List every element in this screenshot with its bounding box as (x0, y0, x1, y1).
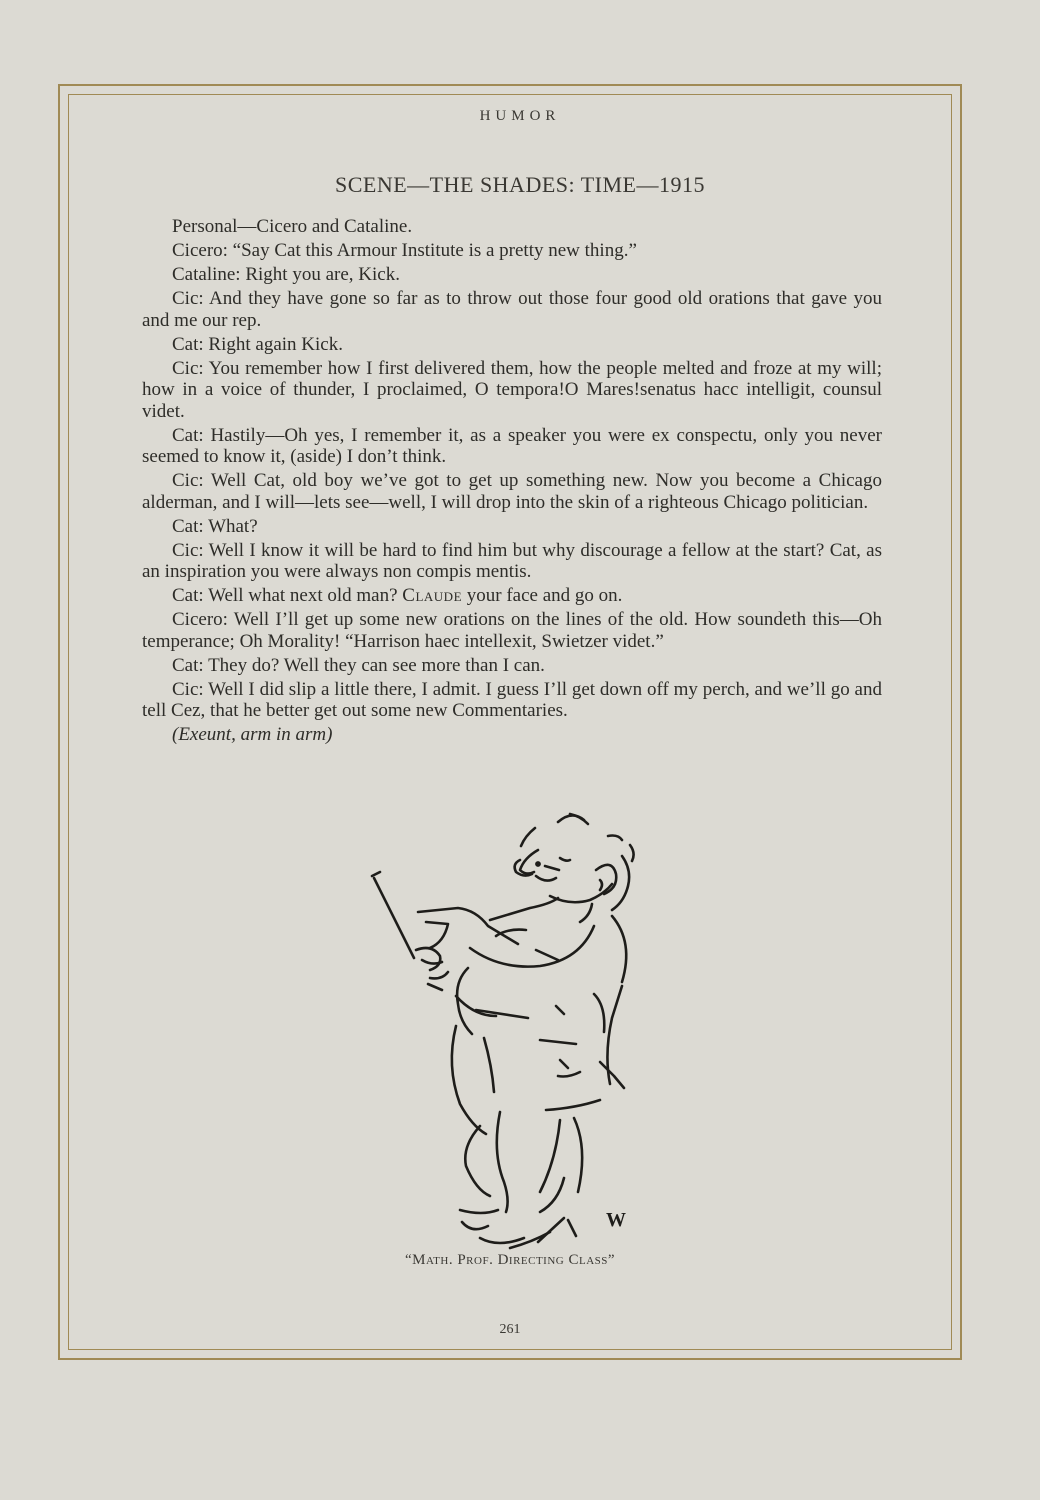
dialogue-line: Cicero: “Say Cat this Armour Institute is a pretty new thing.” (172, 240, 637, 261)
dialogue-line: Cic: Well I did slip a little there, I admit. I guess I’ll get down off my perch, and we’ll go and tell Cez, that he better get out some new Commentaries. (142, 678, 882, 721)
running-head: HUMOR (479, 108, 561, 124)
professor-with-pointer-sketch-icon (360, 800, 690, 1260)
dialogue-line: Cic: Well Cat, old boy we’ve got to get up something new. Now you become a Chicago alderman, and I will—lets see—well, I will drop into the skin of a righteous Chicago politician. (142, 470, 882, 513)
dialogue-line: Cat: Right again Kick. (172, 333, 343, 355)
dialogue-line: Personal—Cicero and Cataline. (172, 216, 413, 237)
dialogue-line: Cat: Hastily—Oh yes, I remember it, as a speaker you were ex conspectu, only you never seemed to know it, (aside) I don’t think. (142, 424, 882, 467)
illustration-caption (0, 1252, 1020, 1269)
dialogue-line: Cat: They do? Well they can see more than I can. (172, 654, 545, 676)
dialogue-line: Cic: And they have gone so far as to throw out those four good old orations that gave you and me our rep. (142, 288, 882, 331)
page-number: 261 (499, 1322, 521, 1337)
dialogue-line: Cic: Well I know it will be hard to find him but why discourage a fellow at the start? Cat, as an inspiration you were always non compis mentis. (142, 539, 882, 582)
dialogue-line: Cat: What? (172, 515, 258, 537)
dialogue-line: Cic: You remember how I first delivered them, how the people melted and froze at my will; how in a voice of thunder, I proclaimed, O tempora!O Mares!senatus hacc intelligit, counsul videt. (142, 357, 882, 422)
dialogue-line-lead: Cat: Well what next old man? (172, 585, 398, 606)
dialogue-line (142, 585, 882, 607)
small-caps-word: Claude (402, 585, 463, 606)
artist-monogram: W (606, 1209, 626, 1231)
dialogue-line: Cataline: Right you are, Kick. (172, 264, 400, 285)
dialogue-body (142, 216, 882, 748)
stage-direction: (Exeunt, arm in arm) (172, 724, 333, 745)
scene-title: SCENE—THE SHADES: TIME—1915 (335, 172, 705, 197)
dialogue-line: Cicero: Well I’ll get up some new orations on the lines of the old. How soundeth this—Oh temperance; Oh Morality! “Harrison haec intellexit, Swietzer videt.” (142, 609, 882, 652)
caption-text: “Math. Prof. Directing Class” (404, 1252, 616, 1268)
dialogue-line-tail: your face and go on. (466, 585, 623, 606)
